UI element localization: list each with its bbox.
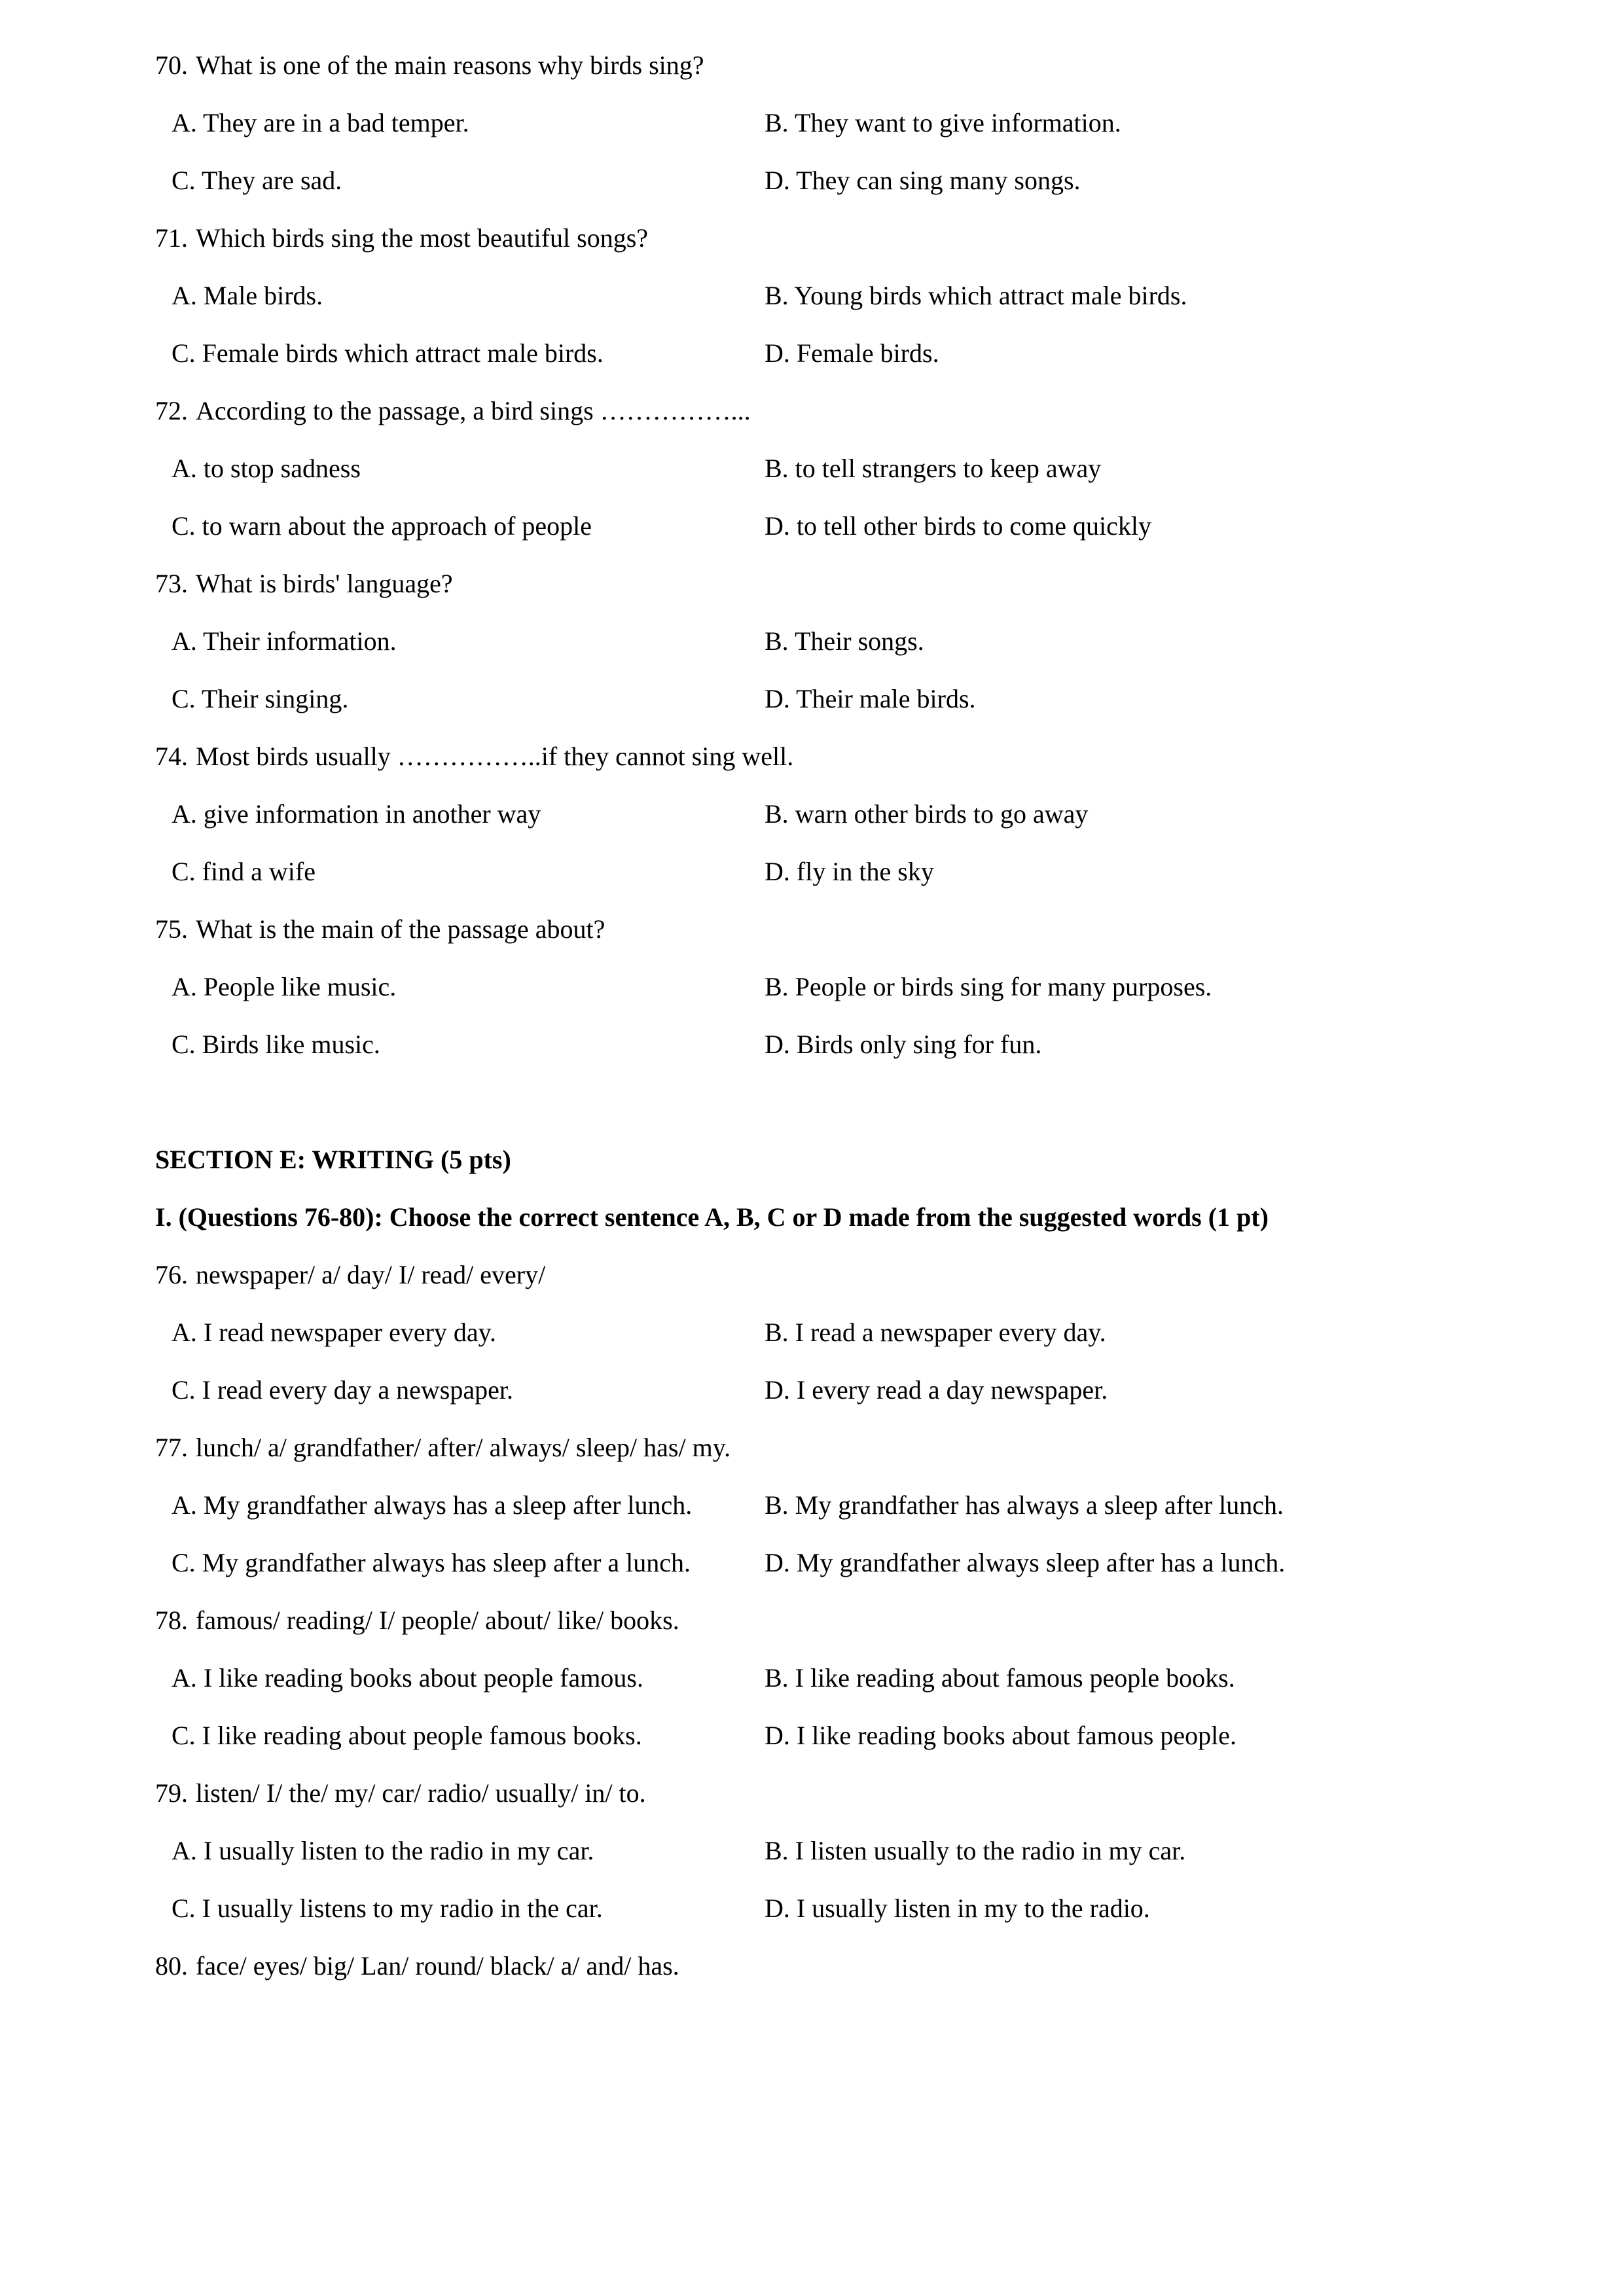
option-a: A. I read newspaper every day. [171,1318,497,1347]
options-grid [171,613,1503,728]
question-block [155,209,1503,382]
options-grid [171,1304,1503,1419]
option-a: A. Their information. [171,626,397,656]
option-c: C. I like reading about people famous books. [171,1721,642,1750]
options-grid [171,958,1503,1073]
question-block [155,1246,1503,1419]
question-line [155,901,1503,958]
question-number: 80. [155,1951,188,1981]
question-line [155,728,1503,785]
question-number: 75. [155,914,188,944]
option-c: C. Their singing. [171,684,349,713]
question-block [155,1765,1503,1937]
question-block [155,555,1503,728]
option-a: A. They are in a bad temper. [171,108,469,137]
question-text: lunch/ a/ grandfather/ after/ always/ sleep/ has/ my. [196,1433,731,1462]
question-line [155,382,1503,440]
question-line [155,1246,1503,1304]
option-d: D. Birds only sing for fun. [765,1030,1042,1059]
option-c: C. find a wife [171,857,316,886]
question-text: newspaper/ a/ day/ I/ read/ every/ [196,1260,546,1289]
question-text: What is birds' language? [196,569,453,598]
option-a: A. My grandfather always has a sleep after lunch. [171,1490,693,1520]
question-number: 78. [155,1605,188,1635]
option-a: A. to stop sadness [171,454,361,483]
question-line [155,37,1503,94]
question-text: Most birds usually ……………..if they cannot sing well. [196,742,794,771]
option-c: C. to warn about the approach of people [171,511,592,541]
option-b: B. I like reading about famous people books. [765,1663,1235,1693]
option-d: D. Their male birds. [765,684,976,713]
question-number: 73. [155,569,188,598]
question-line [155,1937,1503,1995]
question-number: 70. [155,50,188,80]
question-number: 72. [155,396,188,425]
option-b: B. Their songs. [765,626,924,656]
option-c: C. Birds like music. [171,1030,380,1059]
question-text: According to the passage, a bird sings ……………... [196,396,751,425]
option-d: D. They can sing many songs. [765,166,1081,195]
question-line [155,555,1503,613]
question-line [155,1765,1503,1822]
option-d: D. I like reading books about famous people. [765,1721,1236,1750]
option-d: D. Female birds. [765,338,939,368]
option-b: B. I listen usually to the radio in my car. [765,1836,1186,1865]
question-number: 79. [155,1778,188,1808]
question-line [155,1419,1503,1477]
option-d: D. fly in the sky [765,857,934,886]
question-text: listen/ I/ the/ my/ car/ radio/ usually/ in/ to. [196,1778,646,1808]
option-a: A. I like reading books about people famous. [171,1663,643,1693]
question-number: 74. [155,742,188,771]
options-grid [171,1649,1503,1765]
question-text: face/ eyes/ big/ Lan/ round/ black/ a/ and/ has. [196,1951,679,1981]
question-block [155,1592,1503,1765]
question-text: Which birds sing the most beautiful songs? [196,223,649,253]
question-number: 77. [155,1433,188,1462]
option-a: A. I usually listen to the radio in my car. [171,1836,594,1865]
option-c: C. Female birds which attract male birds. [171,338,604,368]
section-heading: SECTION E: WRITING (5 pts) [155,1145,511,1174]
question-line [155,1592,1503,1649]
option-b: B. People or birds sing for many purposes. [765,972,1212,1001]
options-grid [171,785,1503,901]
option-c: C. I read every day a newspaper. [171,1375,513,1405]
question-block [155,1419,1503,1592]
question-number: 71. [155,223,188,253]
option-b: B. warn other birds to go away [765,799,1089,829]
option-d: D. to tell other birds to come quickly [765,511,1151,541]
option-b: B. My grandfather has always a sleep after lunch. [765,1490,1284,1520]
question-text: famous/ reading/ I/ people/ about/ like/ books. [196,1605,679,1635]
option-a: A. Male birds. [171,281,323,310]
question-text: What is the main of the passage about? [196,914,605,944]
question-block [155,728,1503,901]
question-number: 76. [155,1260,188,1289]
option-d: D. I usually listen in my to the radio. [765,1893,1150,1923]
options-grid [171,440,1503,555]
options-grid [171,1822,1503,1937]
option-c: C. They are sad. [171,166,342,195]
option-c: C. My grandfather always has sleep after a lunch. [171,1548,691,1577]
question-text: What is one of the main reasons why birds sing? [196,50,704,80]
option-d: D. I every read a day newspaper. [765,1375,1108,1405]
option-d: D. My grandfather always sleep after has a lunch. [765,1548,1286,1577]
option-b: B. to tell strangers to keep away [765,454,1102,483]
question-line [155,209,1503,267]
reading-questions-section [155,37,1503,1073]
option-b: B. They want to give information. [765,108,1121,137]
question-block [155,37,1503,209]
options-grid [171,94,1503,209]
options-grid [171,267,1503,382]
option-b: B. Young birds which attract male birds. [765,281,1187,310]
question-block [155,382,1503,555]
section-instruction: I. (Questions 76-80): Choose the correct sentence A, B, C or D made from the suggested words (1 pt) [155,1202,1269,1232]
writing-questions-section [155,1246,1503,1995]
option-c: C. I usually listens to my radio in the car. [171,1893,603,1923]
option-a: A. give information in another way [171,799,541,829]
options-grid [171,1477,1503,1592]
option-a: A. People like music. [171,972,397,1001]
question-block [155,1937,1503,1995]
option-b: B. I read a newspaper every day. [765,1318,1106,1347]
question-block [155,901,1503,1073]
